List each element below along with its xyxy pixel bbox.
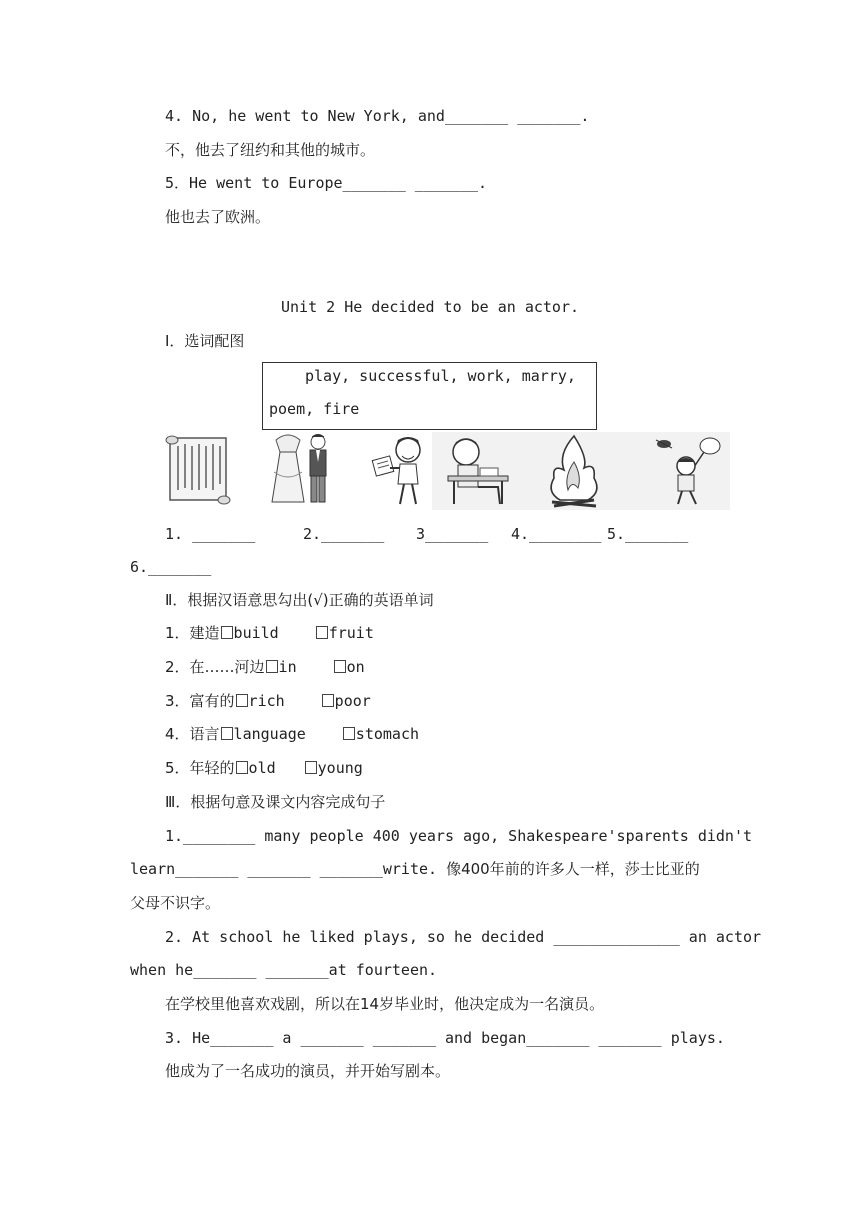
- option-1: build: [233, 624, 279, 642]
- option-2: on: [346, 658, 365, 676]
- item-label: 5．年轻的: [165, 759, 235, 777]
- question-1-line-3: 父母不识字。: [130, 894, 221, 912]
- wedding-couple-icon: [268, 432, 340, 510]
- question-1-translation: 像400年前的许多人一样，莎士比亚的: [446, 860, 700, 878]
- item-label: 1．建造: [165, 624, 220, 642]
- option-1: in: [278, 658, 297, 676]
- picture-blank-2[interactable]: 2._______: [303, 525, 385, 543]
- checkbox[interactable]: [343, 727, 355, 740]
- fire-icon: [544, 432, 604, 510]
- question-2-line-1: 2. At school he liked plays, so he decided ______________ an actor: [165, 928, 762, 946]
- picture-blank-5[interactable]: 5._______: [607, 525, 689, 543]
- picture-strip-background: [432, 432, 730, 510]
- checkbox-item-2: [165, 657, 365, 677]
- item-label: 4．语言: [165, 725, 220, 743]
- checkbox-item-1: [165, 623, 374, 643]
- boy-working-at-desk-icon: [438, 432, 528, 510]
- exercise-line-5-translation: 他也去了欧洲。: [165, 208, 271, 226]
- child-with-net-icon: [646, 432, 730, 510]
- unit-title: Unit 2 He decided to be an actor.: [280, 298, 579, 316]
- checkbox[interactable]: [305, 761, 317, 774]
- checkbox[interactable]: [236, 694, 248, 707]
- checkbox[interactable]: [316, 626, 328, 639]
- checkbox[interactable]: [266, 660, 278, 673]
- question-1-line-2: [130, 859, 700, 879]
- picture-blank-1[interactable]: 1. _______: [165, 525, 256, 543]
- boy-holding-sign-icon: [368, 432, 434, 510]
- question-1-english: learn_______ _______ _______write.: [130, 860, 447, 878]
- checkbox[interactable]: [236, 761, 248, 774]
- part2-heading: Ⅱ．根据汉语意思勾出(√)正确的英语单词: [165, 591, 434, 609]
- option-2: young: [317, 759, 363, 777]
- question-3-translation: 他成为了一名成功的演员，并开始写剧本。: [165, 1062, 451, 1080]
- picture-blank-3[interactable]: 3_______: [416, 525, 489, 543]
- poem-scroll-icon: [162, 432, 237, 510]
- exercise-line-5: 5．He went to Europe_______ _______.: [165, 174, 488, 192]
- option-2: poor: [334, 692, 371, 710]
- word-bank-line-2: poem, fire: [269, 400, 360, 418]
- picture-blank-6[interactable]: 6._______: [130, 558, 212, 576]
- option-2: fruit: [328, 624, 374, 642]
- part1-heading: I．选词配图: [165, 332, 245, 350]
- item-label: 2．在……河边: [165, 658, 265, 676]
- word-bank-box: [262, 362, 597, 430]
- word-bank-line-1: play, successful, work, marry,: [305, 367, 576, 385]
- question-2-line-2: when he_______ _______at fourteen.: [130, 961, 438, 979]
- checkbox-item-3: [165, 691, 371, 711]
- option-1: rich: [248, 692, 285, 710]
- question-2-translation: 在学校里他喜欢戏剧，所以在14岁毕业时，他决定成为一名演员。: [165, 995, 605, 1013]
- checkbox-item-5: [165, 758, 363, 778]
- question-3-line: 3. He_______ a _______ _______ and began_______ _______ plays.: [165, 1029, 725, 1047]
- option-1: old: [248, 759, 276, 777]
- question-1-line-1: 1.________ many people 400 years ago, Shakespeare'sparents didn't: [165, 827, 752, 845]
- option-2: stomach: [355, 725, 420, 743]
- checkbox[interactable]: [221, 727, 233, 740]
- item-label: 3．富有的: [165, 692, 235, 710]
- part3-heading: Ⅲ．根据句意及课文内容完成句子: [165, 793, 386, 811]
- checkbox[interactable]: [322, 694, 334, 707]
- exercise-line-4-translation: 不，他去了纽约和其他的城市。: [165, 141, 376, 159]
- picture-blank-4[interactable]: 4.________: [511, 525, 602, 543]
- exercise-line-4: 4. No, he went to New York, and_______ _______.: [165, 107, 590, 125]
- checkbox-item-4: [165, 724, 419, 744]
- checkbox[interactable]: [334, 660, 346, 673]
- checkbox[interactable]: [221, 626, 233, 639]
- option-1: language: [233, 725, 306, 743]
